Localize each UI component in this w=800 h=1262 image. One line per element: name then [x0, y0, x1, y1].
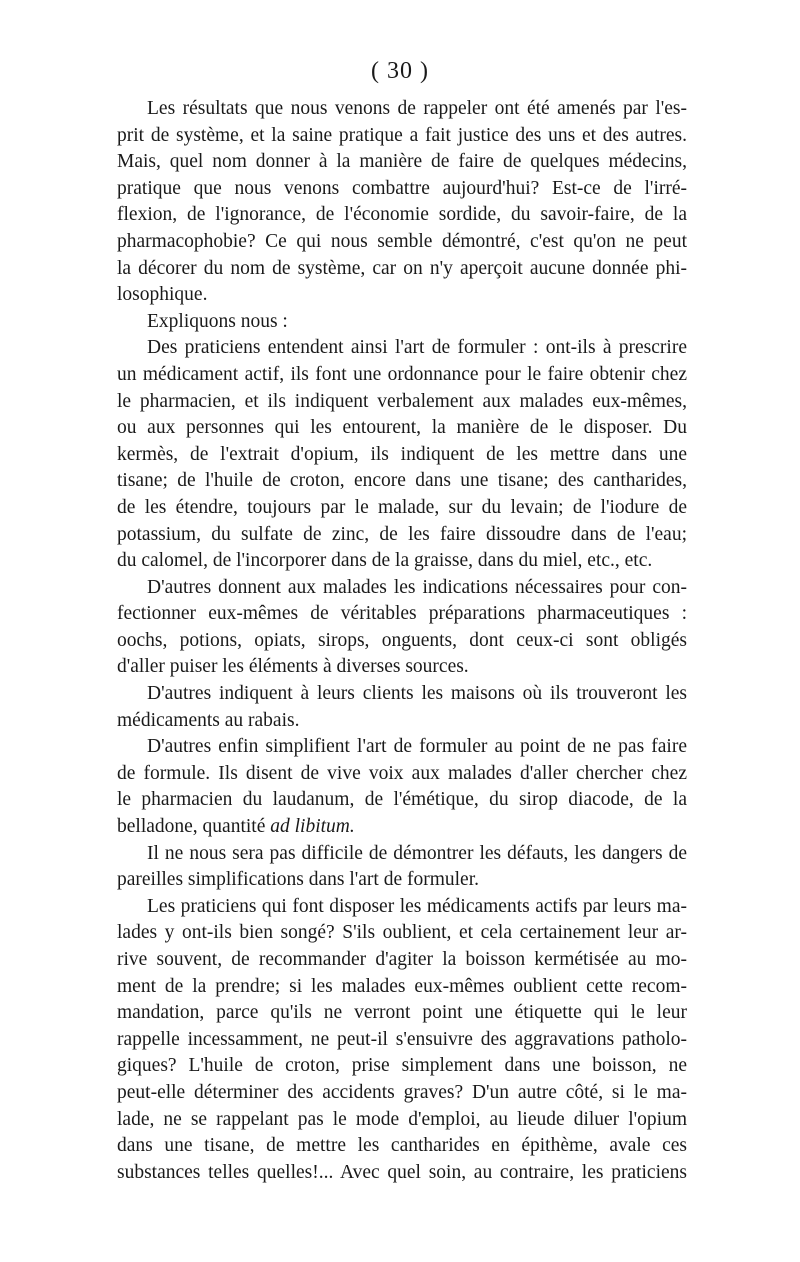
text-line — [117, 415, 687, 442]
text-line — [117, 149, 687, 176]
text-line — [117, 309, 687, 336]
text-line-content: rive souvent, de recommander d'agiter la boisson kermétisée au mo- — [117, 949, 687, 970]
page-number: ( 30 ) — [371, 58, 429, 84]
text-line — [117, 894, 687, 921]
text-line-content: substances telles quelles!... Avec quel soin, au contraire, les praticiens — [117, 1161, 687, 1183]
text-line-content: pareilles simplifications dans l'art de formuler. — [117, 869, 479, 891]
text-line-content: oochs, potions, opiats, sirops, onguents, dont ceux-ci sont obligés — [117, 629, 687, 651]
text-line — [117, 522, 687, 549]
text-line — [117, 734, 687, 761]
text-line — [117, 708, 687, 735]
text-line — [117, 335, 687, 362]
text-line — [117, 389, 687, 416]
text-line — [117, 362, 687, 389]
text-line-content: du calomel, de l'incorporer dans de la graisse, dans du miel, etc., etc. — [117, 550, 653, 572]
text-line — [117, 867, 687, 894]
text-line-content: dans une tisane, de mettre les cantharides en épithème, avale ces — [117, 1135, 687, 1157]
text-line — [117, 1160, 687, 1187]
text-line-content: D'autres donnent aux malades les indications nécessaires pour con- — [147, 576, 687, 598]
text-line — [117, 681, 687, 708]
text-line-content: un médicament actif, ils font une ordonnance pour le faire obtenir chez — [117, 363, 687, 385]
text-line-content: le pharmacien, et ils indiquent verbalement aux malades eux-mêmes, — [117, 390, 687, 412]
text-line — [117, 256, 687, 283]
text-line-content: ou aux personnes qui les entourent, la manière de le disposer. Du — [117, 417, 687, 439]
text-line — [117, 787, 687, 814]
text-line — [117, 1080, 687, 1107]
text-line-content: rappelle incessamment, ne peut-il s'ensuivre des aggravations patholo- — [117, 1028, 687, 1050]
text-line — [117, 123, 687, 150]
text-line-content: médicaments au rabais. — [117, 709, 300, 731]
text-line — [117, 202, 687, 229]
page-body-text — [117, 96, 687, 1186]
text-line-content: tisane; de l'huile de croton, encore dans une tisane; des cantharides, — [117, 470, 687, 492]
text-line — [117, 628, 687, 655]
text-line — [117, 601, 687, 628]
text-line-content: lades y ont-ils bien songé? S'ils oublient, et cela certainement leur ar- — [117, 922, 687, 944]
text-line — [117, 229, 687, 256]
text-line — [117, 282, 687, 309]
text-line-content: Expliquons nous : — [147, 310, 288, 332]
text-line — [117, 654, 687, 681]
text-line-content: Les praticiens qui font disposer les médicaments actifs par leurs ma- — [147, 895, 687, 917]
text-line-content: mandation, parce qu'ils ne verront point une étiquette qui le leur — [117, 1002, 687, 1024]
text-line — [117, 920, 687, 947]
text-line-content: Il ne nous sera pas difficile de démontrer les défauts, les dangers de — [147, 842, 687, 864]
text-line-content: pratique que nous venons combattre aujourd'hui? Est-ce de l'irré- — [117, 177, 687, 199]
text-line-content: pharmacophobie? Ce qui nous semble démontré, c'est qu'on ne peut — [117, 230, 687, 252]
text-line — [117, 1027, 687, 1054]
text-line-content: prit de système, et la saine pratique a fait justice des uns et des autres. — [117, 124, 687, 146]
text-line-content: la décorer du nom de système, car on n'y aperçoit aucune donnée phi- — [117, 257, 687, 279]
text-line-content: potassium, du sulfate de zinc, de les faire dissoudre dans de l'eau; — [117, 523, 687, 545]
text-line-content: belladone, quantité — [117, 816, 271, 838]
text-line — [117, 841, 687, 868]
text-line-content: giques? L'huile de croton, prise simplement dans une boisson, ne — [117, 1055, 687, 1077]
text-line-content: D'autres enfin simplifient l'art de formuler au point de ne pas faire — [147, 736, 687, 758]
text-line-content: lade, ne se rappelant pas le mode d'emploi, au lieude diluer l'opium — [117, 1108, 687, 1130]
text-line — [117, 176, 687, 203]
text-line — [117, 495, 687, 522]
text-line-content: de formule. Ils disent de vive voix aux malades d'aller chercher chez — [117, 762, 687, 784]
text-line-content: Les résultats que nous venons de rappeler ont été amenés par l'es- — [147, 98, 687, 119]
text-line-content: d'aller puiser les éléments à diverses sources. — [117, 656, 469, 678]
text-line-content: le pharmacien du laudanum, de l'émétique, du sirop diacode, de la — [117, 789, 687, 811]
text-line — [117, 814, 687, 841]
text-line — [117, 575, 687, 602]
text-line-content: D'autres indiquent à leurs clients les maisons où ils trouveront les — [147, 683, 687, 705]
text-line — [117, 1107, 687, 1134]
text-line-content: de les étendre, toujours par le malade, sur du levain; de l'iodure de — [117, 496, 687, 518]
text-line — [117, 1133, 687, 1160]
text-line-content: Mais, quel nom donner à la manière de faire de quelques médecins, — [117, 151, 687, 173]
text-line — [117, 974, 687, 1001]
text-line-content: ment de la prendre; si les malades eux-mêmes oublient cette recom- — [117, 975, 687, 997]
text-line — [117, 96, 687, 123]
text-line-content: kermès, de l'extrait d'opium, ils indiquent de les mettre dans une — [117, 443, 687, 465]
text-line — [117, 548, 687, 575]
italic-phrase: ad libitum. — [270, 816, 355, 838]
text-line — [117, 947, 687, 974]
text-line-content: flexion, de l'ignorance, de l'économie sordide, du savoir-faire, de la — [117, 204, 687, 226]
text-line-content: losophique. — [117, 284, 208, 306]
text-line-content: fectionner eux-mêmes de véritables préparations pharmaceutiques : — [117, 603, 687, 625]
text-line — [117, 468, 687, 495]
text-line-content: Des praticiens entendent ainsi l'art de formuler : ont-ils à prescrire — [147, 337, 687, 359]
text-line-content: peut-elle déterminer des accidents graves? D'un autre côté, si le ma- — [117, 1081, 687, 1103]
text-line — [117, 1000, 687, 1027]
text-line — [117, 1053, 687, 1080]
text-line — [117, 442, 687, 469]
text-line — [117, 761, 687, 788]
